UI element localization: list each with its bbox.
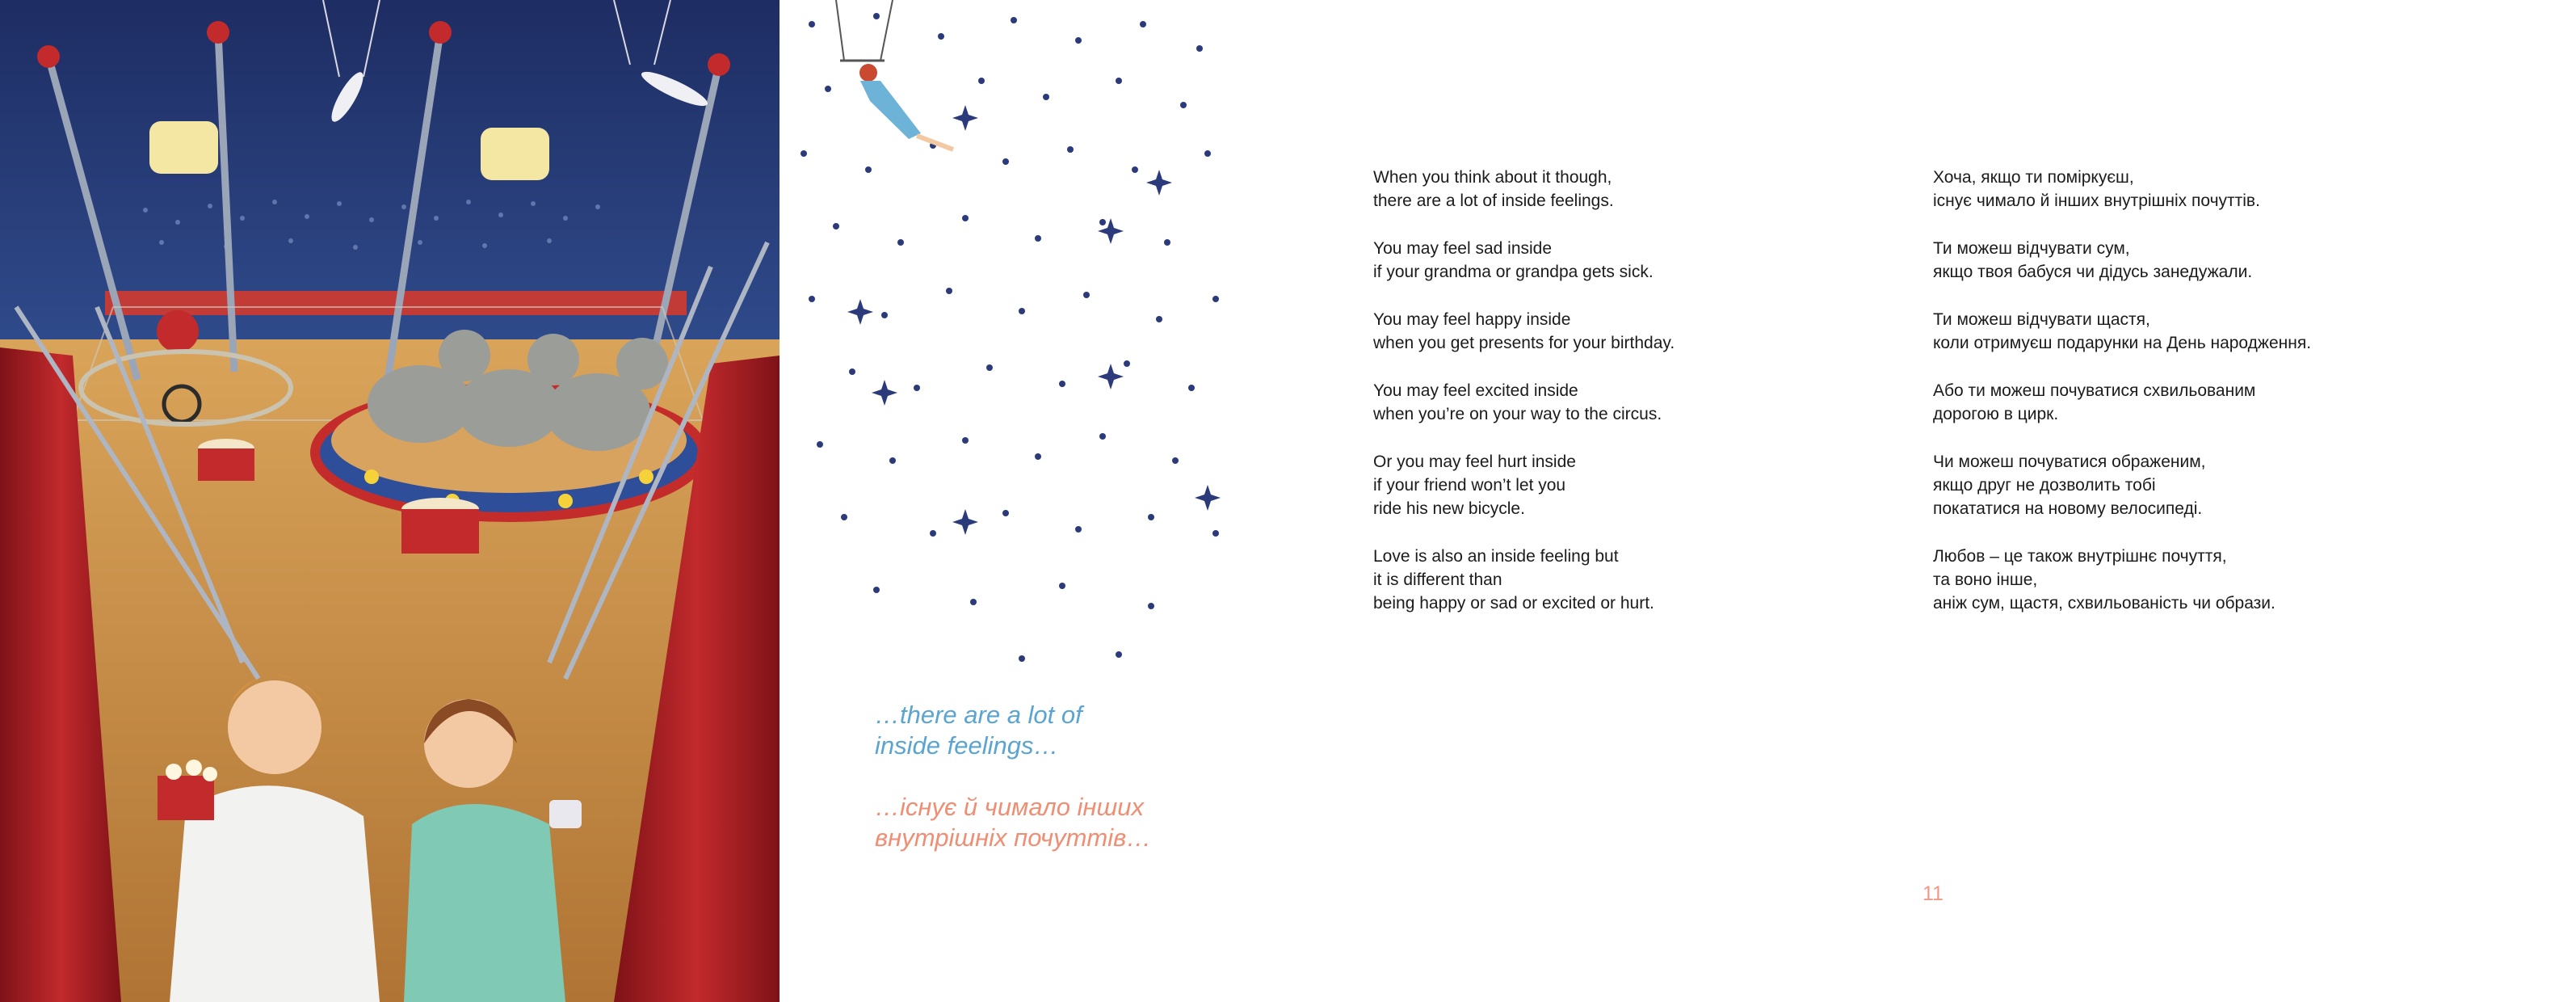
text-line: якщо друг не дозволить тобі (1933, 475, 2156, 495)
caption-english (875, 700, 1214, 761)
stanza (1933, 237, 2515, 284)
text-line: it is different than (1373, 570, 1502, 590)
text-line: аніж сум, щастя, схвильованість чи образи. (1933, 594, 2276, 613)
stanza (1373, 545, 1874, 616)
page-number: 11 (1923, 882, 1944, 905)
stanza (1373, 379, 1874, 427)
text-line: if your friend won’t let you (1373, 475, 1566, 495)
text-line: if your grandma or grandpa gets sick. (1373, 263, 1654, 282)
stanza (1933, 308, 2515, 356)
starry-sky-illustration (780, 0, 1240, 695)
text-line: there are a lot of inside feelings. (1373, 192, 1614, 211)
caption-english-line: inside feelings… (875, 731, 1059, 760)
stanza (1373, 450, 1874, 521)
text-line: якщо твоя бабуся чи дідусь занедужали. (1933, 263, 2253, 282)
text-line: дорогою в цирк. (1933, 404, 2059, 423)
stanza (1373, 237, 1874, 284)
text-line: та воно інше, (1933, 570, 2038, 590)
stanza (1373, 166, 1874, 213)
stanza (1933, 450, 2515, 521)
stanza (1933, 545, 2515, 616)
text-line: Хоча, якщо ти поміркуєш, (1933, 168, 2134, 187)
text-line: being happy or sad or excited or hurt. (1373, 594, 1654, 613)
text-line: You may feel excited inside (1373, 381, 1578, 400)
stanza (1933, 166, 2515, 213)
text-line: Ти можеш відчувати сум, (1933, 238, 2130, 258)
caption-english-line: …there are a lot of (875, 701, 1082, 729)
stanza (1373, 308, 1874, 356)
caption-ukrainian-line: …існує й чимало інших (875, 793, 1144, 821)
text-line: коли отримуєш подарунки на День народження. (1933, 334, 2312, 353)
caption-ukrainian (875, 792, 1214, 853)
ukrainian-text-column (1933, 166, 2515, 639)
text-line: Ти можеш відчувати щастя, (1933, 309, 2150, 329)
text-line: Або ти можеш почуватися схвильованим (1933, 381, 2256, 400)
text-line: покататися на новому велосипеді. (1933, 499, 2203, 519)
text-line: Or you may feel hurt inside (1373, 452, 1576, 471)
text-line: існує чимало й інших внутрішніх почуттів. (1933, 192, 2260, 211)
text-line: You may feel sad inside (1373, 238, 1553, 258)
text-line: ride his new bicycle. (1373, 499, 1525, 519)
stanza (1933, 379, 2515, 427)
text-line: Чи можеш почуватися ображеним, (1933, 452, 2206, 471)
circus-illustration (0, 0, 780, 1002)
text-line: When you think about it though, (1373, 168, 1612, 187)
text-line: Love is also an inside feeling but (1373, 546, 1619, 566)
english-text-column (1373, 166, 1874, 639)
text-line: Любов – це також внутрішнє почуття, (1933, 546, 2227, 566)
text-line: You may feel happy inside (1373, 309, 1571, 329)
text-line: when you’re on your way to the circus. (1373, 404, 1662, 423)
caption-ukrainian-line: внутрішніх почуттів… (875, 823, 1152, 852)
text-line: when you get presents for your birthday. (1373, 334, 1675, 353)
